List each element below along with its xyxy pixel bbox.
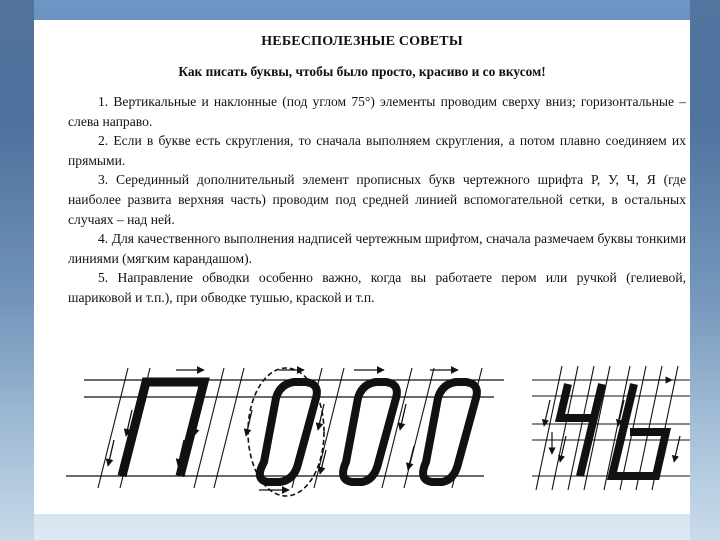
document-page [34,20,690,514]
letter-pe [122,382,204,476]
background-right-edge [690,0,720,540]
tips-list [68,92,686,308]
page-subtitle: Как писать буквы, чтобы было просто, красиво и со вкусом! [178,64,546,79]
tip-1: 1. Вертикальные и наклонные (под углом 75°) элементы проводим сверху вниз; горизонтальные – слева направо. [68,94,686,129]
lettering-stroke-diagram [54,340,690,510]
background-left-edge [0,0,34,540]
tip-2: 2. Если в букве есть скругления, то сначала выполняем скругления, а потом плавно соединяем их прямыми. [68,133,686,168]
tip-5: 5. Направление обводки особенно важно, когда вы работаете пером или ручкой (гелиевой, шариковой и т.п.), при обводке тушью, краской и т.п. [68,270,686,305]
tip-3: 3. Серединный дополнительный элемент прописных букв чертежного шрифта Р, У, Ч, Я (где наиболее развита верхняя часть) проводим под средней линией вспомогательной сетки, в остальных случаях – над ней. [68,172,686,227]
tip-4: 4. Для качественного выполнения надписей чертежным шрифтом, сначала размечаем буквы тонкими линиями (мягким карандашом). [68,231,686,266]
page-title: НЕБЕСПОЛЕЗНЫЕ СОВЕТЫ [261,34,463,49]
